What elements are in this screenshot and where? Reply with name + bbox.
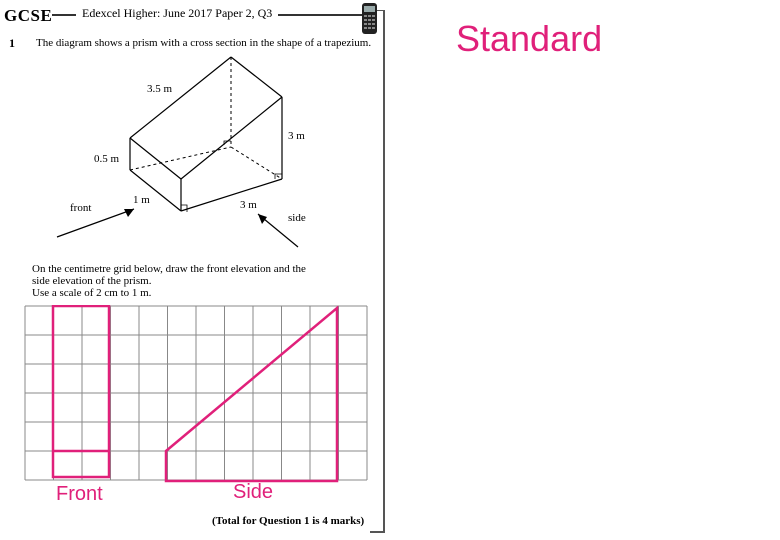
question-text: The diagram shows a prism with a cross section in the shape of a trapezium.: [36, 37, 372, 49]
label-short-height: 0.5 m: [94, 153, 120, 165]
instruction-line: On the centimetre grid below, draw the front elevation and the: [32, 263, 306, 275]
label-depth: 1 m: [133, 194, 150, 206]
side-elevation-trapezium: [166, 308, 337, 481]
header-title: Edexcel Higher: June 2017 Paper 2, Q3: [76, 6, 278, 21]
side-annotation: Side: [233, 481, 274, 503]
instruction-line: Use a scale of 2 cm to 1 m.: [32, 287, 152, 299]
subject-label: GCSE: [4, 6, 53, 25]
label-side-direction: side: [288, 212, 306, 224]
instructions: [32, 263, 306, 299]
total-marks: (Total for Question 1 is 4 marks): [212, 515, 365, 527]
prism-diagram: [0, 0, 400, 260]
label-width: 3 m: [240, 199, 257, 211]
question-number: 1: [9, 36, 15, 50]
centimetre-grid: [24, 305, 370, 483]
front-annotation: Front: [56, 483, 103, 505]
label-front-direction: front: [70, 202, 92, 214]
front-arrow-head: [124, 209, 134, 217]
side-arrow-head: [258, 214, 267, 224]
instruction-line: side elevation of the prism.: [32, 275, 152, 287]
difficulty-badge: Standard: [456, 18, 603, 59]
label-slant-length: 3.5 m: [147, 83, 173, 95]
label-height: 3 m: [288, 130, 305, 142]
